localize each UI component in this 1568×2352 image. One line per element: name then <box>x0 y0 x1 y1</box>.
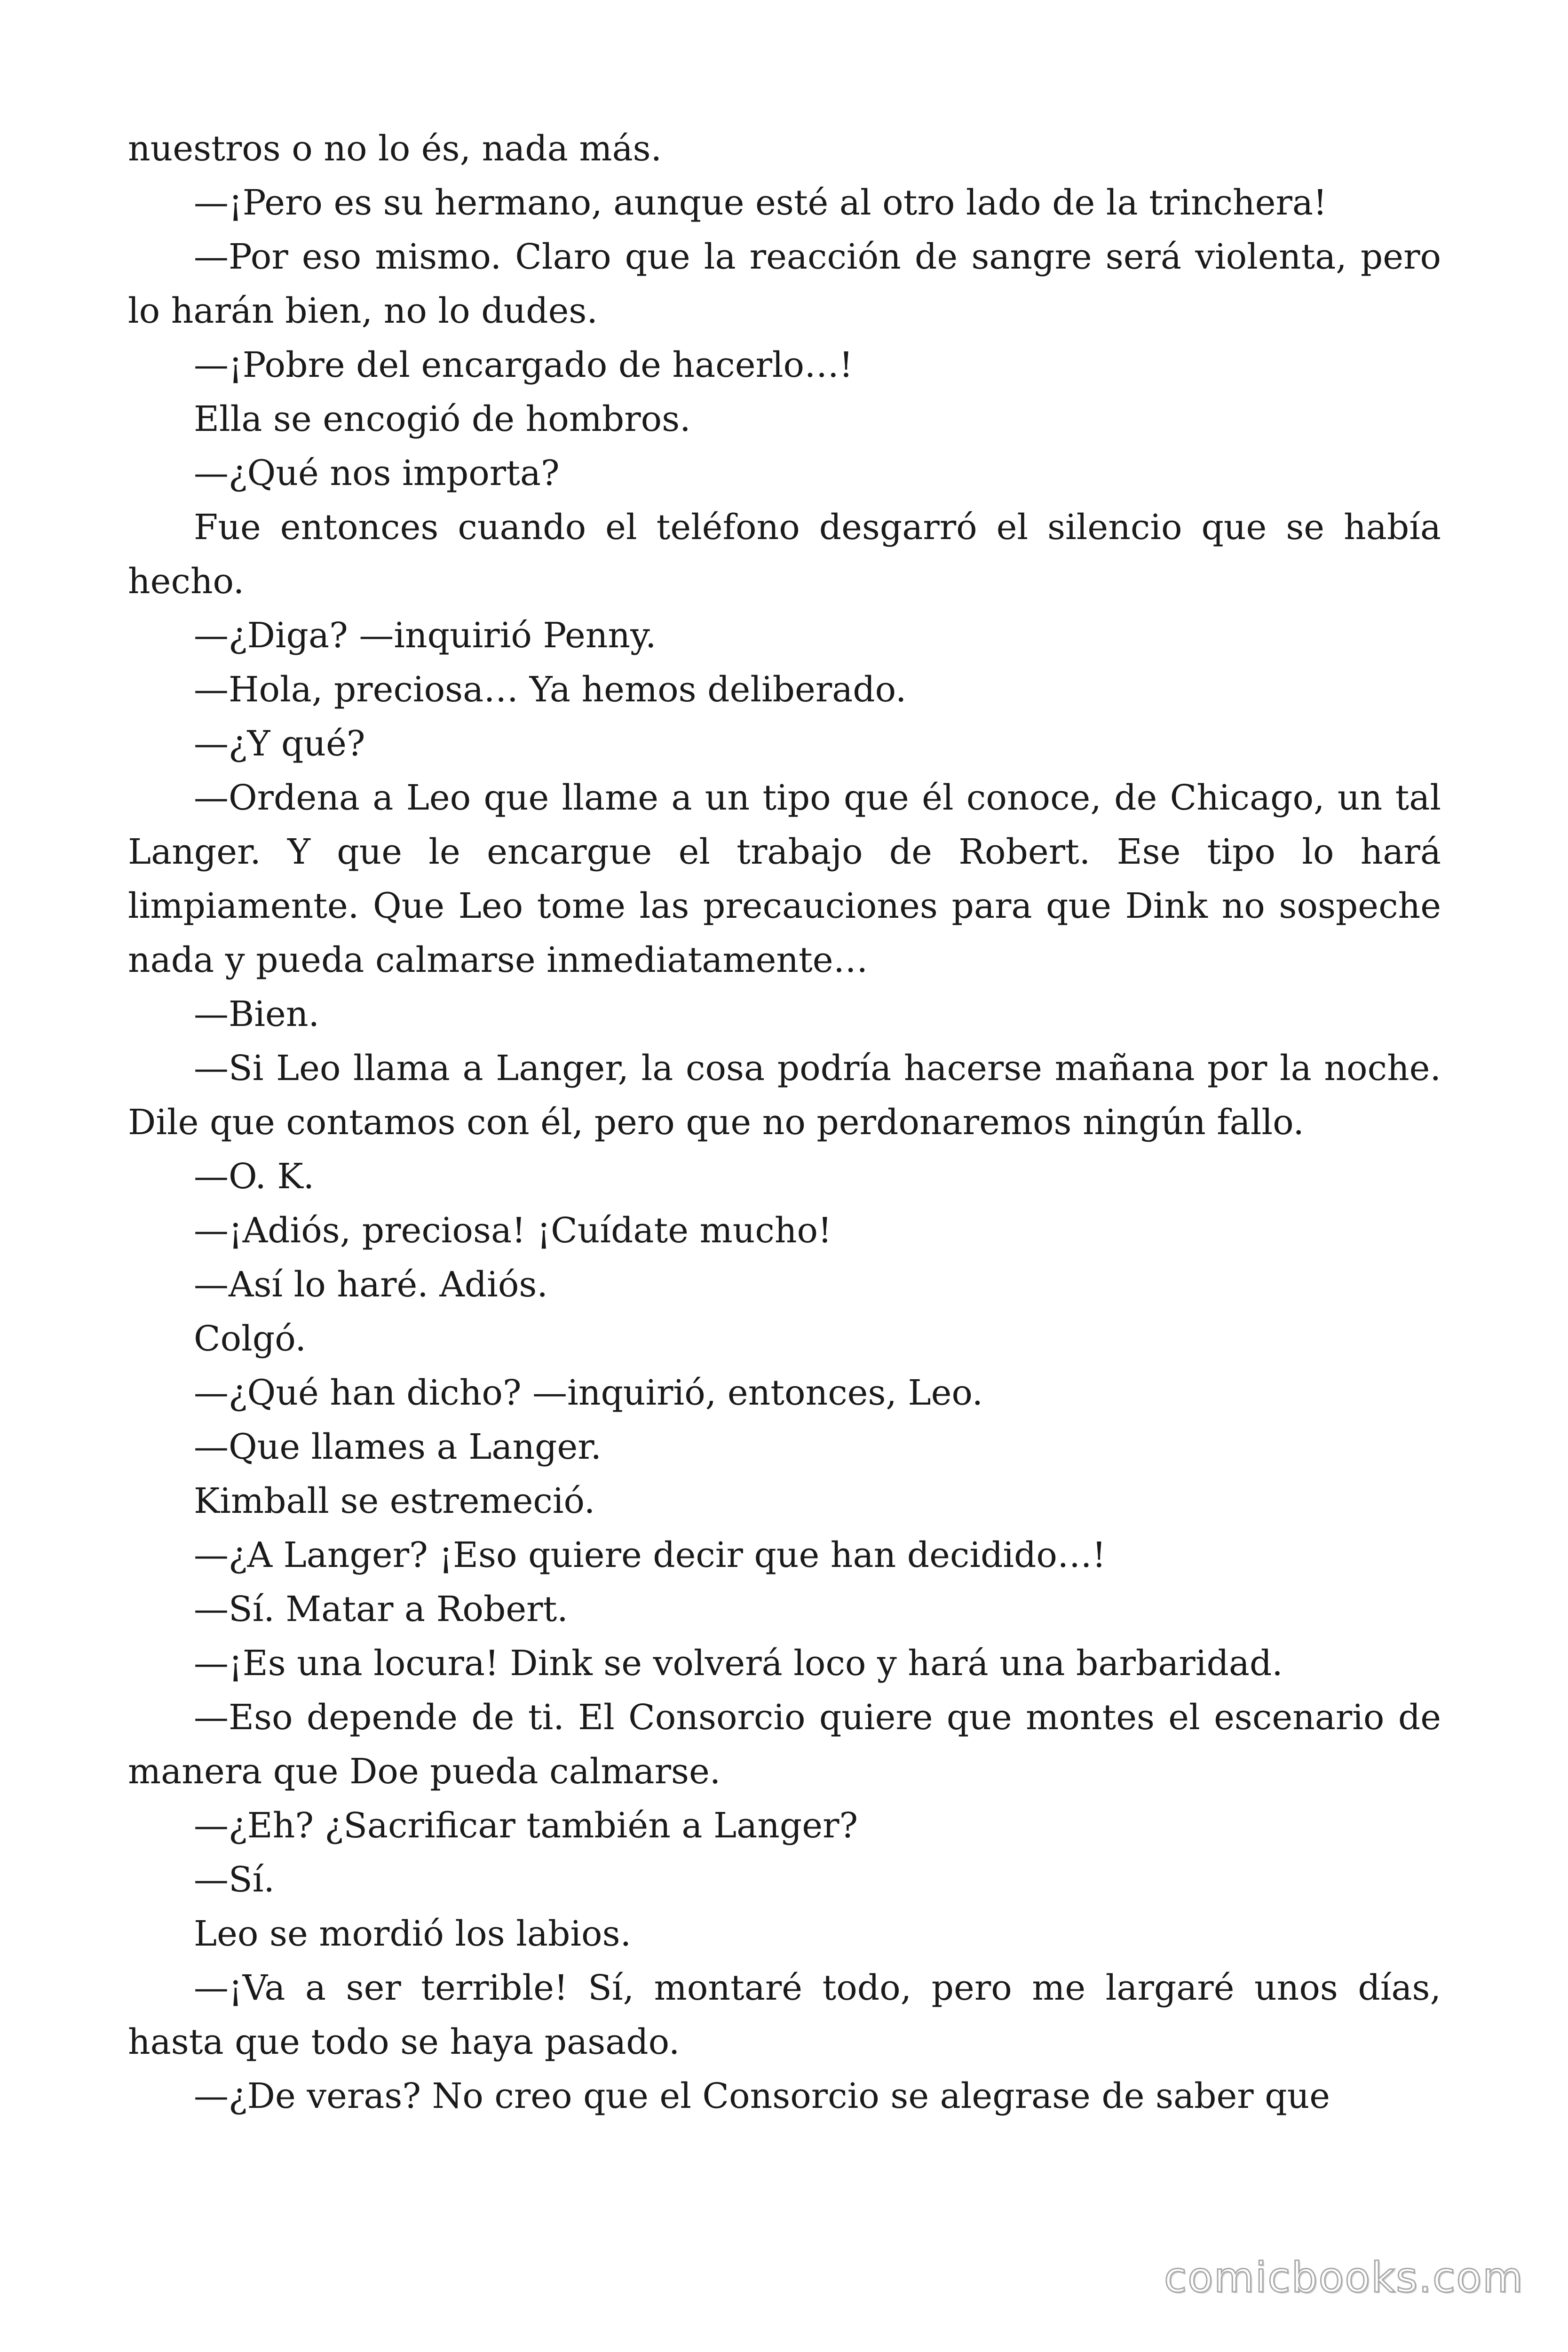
paragraph: Kimball se estremeció. <box>194 1481 595 1521</box>
paragraph: —Bien. <box>194 994 320 1034</box>
paragraph: Ella se encogió de hombros. <box>194 399 691 439</box>
paragraph: —¿Y qué? <box>194 723 365 764</box>
paragraph: —Que llames a Langer. <box>194 1427 602 1467</box>
paragraph: Leo se mordió los labios. <box>194 1914 632 1954</box>
paragraph: —¿A Langer? ¡Eso quiere decir que han decidido…! <box>194 1535 1106 1575</box>
paragraph: —¡Pobre del encargado de hacerlo…! <box>194 345 853 385</box>
paragraph: —Si Leo llama a Langer, la cosa podría hacerse mañana por la noche. Dile que contamos con él, pero que no perdonaremos ningún fallo. <box>128 1048 1441 1143</box>
body-text <box>128 122 1441 2123</box>
paragraph: —Hola, preciosa… Ya hemos deliberado. <box>194 669 907 710</box>
paragraph: —¡Adiós, preciosa! ¡Cuídate mucho! <box>194 1210 832 1251</box>
paragraph: —Por eso mismo. Claro que la reacción de sangre será violenta, pero lo harán bien, no lo dudes. <box>128 237 1441 331</box>
paragraph: —Así lo haré. Adiós. <box>194 1264 548 1305</box>
paragraph: —¡Es una locura! Dink se volverá loco y hará una barbaridad. <box>194 1643 1283 1684</box>
paragraph: nuestros o no lo és, nada más. <box>128 128 662 169</box>
paragraph: —¿Diga? —inquirió Penny. <box>194 615 657 656</box>
paragraph: —Sí. Matar a Robert. <box>194 1589 568 1629</box>
paragraph: —O. K. <box>194 1156 315 1197</box>
paragraph: —Eso depende de ti. El Consorcio quiere que montes el escenario de manera que Doe pueda calmarse. <box>128 1697 1441 1792</box>
paragraph: —Ordena a Leo que llame a un tipo que él conoce, de Chicago, un tal Langer. Y que le encargue el trabajo de Robert. Ese tipo lo hará limpiamente. Que Leo tome las precauciones para que Dink no sospeche nada y pueda calmarse inmediatamente… <box>128 778 1441 980</box>
paragraph: —Sí. <box>194 1859 275 1900</box>
paragraph: —¿De veras? No creo que el Consorcio se alegrase de saber que <box>194 2076 1330 2116</box>
paragraph: —¡Pero es su hermano, aunque esté al otro lado de la trinchera! <box>194 183 1327 223</box>
paragraph: —¿Qué nos importa? <box>194 453 560 493</box>
paragraph: Colgó. <box>194 1319 306 1359</box>
paragraph: Fue entonces cuando el teléfono desgarró el silencio que se había hecho. <box>128 507 1441 602</box>
watermark: comicbooks.com <box>1164 2253 1524 2302</box>
paragraph: —¿Qué han dicho? —inquirió, entonces, Leo. <box>194 1373 983 1413</box>
paragraph: —¡Va a ser terrible! Sí, montaré todo, pero me largaré unos días, hasta que todo se haya pasado. <box>128 1968 1441 2062</box>
paragraph: —¿Eh? ¿Sacrificar también a Langer? <box>194 1805 858 1846</box>
